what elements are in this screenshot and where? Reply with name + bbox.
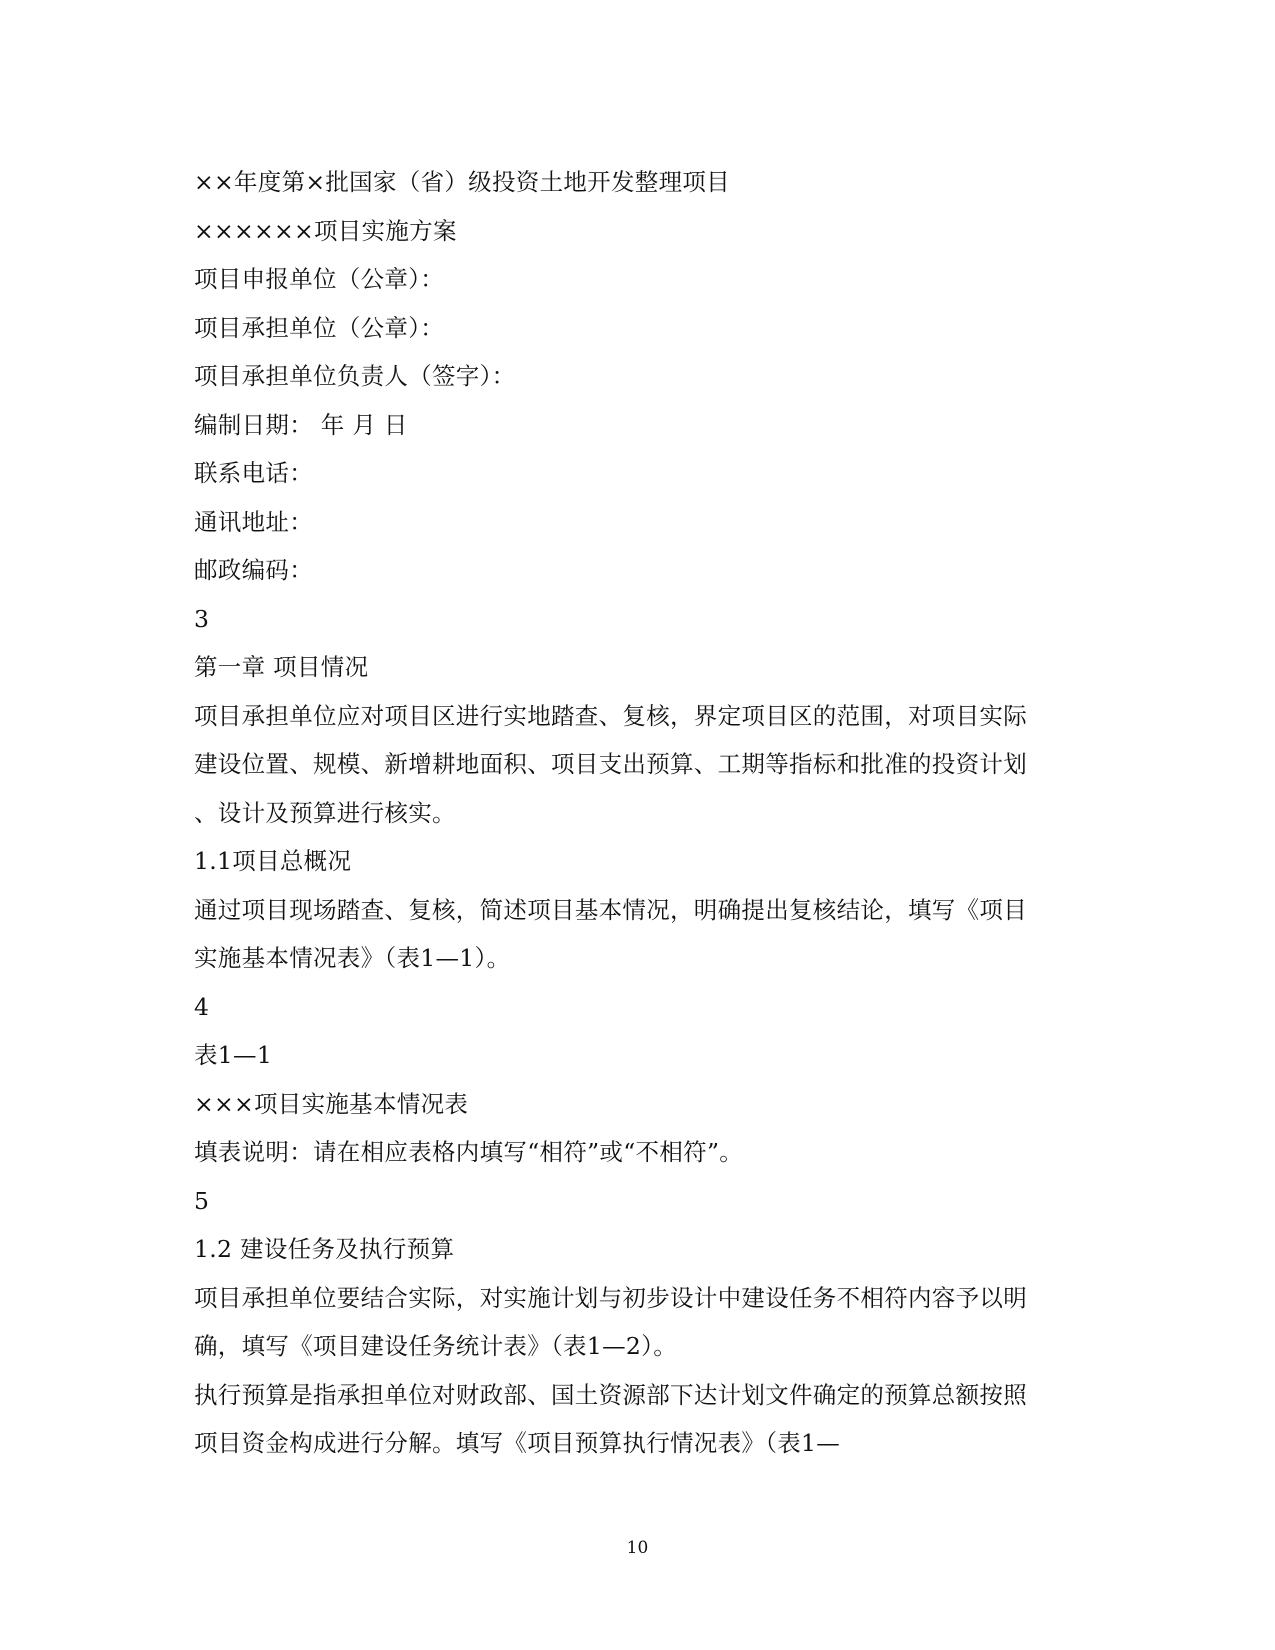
table-title: ×××项目实施基本情况表 bbox=[194, 1089, 469, 1118]
section-heading: 1.1项目总概况 bbox=[194, 847, 352, 875]
compile-date-field: 编制日期： 年 月 日 bbox=[194, 410, 408, 439]
inline-page-number: 4 bbox=[194, 992, 210, 1021]
paragraph-line: 、设计及预算进行核实。 bbox=[194, 798, 456, 827]
section-heading: 1.2 建设任务及执行预算 bbox=[194, 1235, 455, 1263]
document-body bbox=[194, 158, 1094, 1468]
paragraph-line: 实施基本情况表》（表1—1）。 bbox=[194, 944, 511, 972]
paragraph-line: 确，填写《项目建设任务统计表》（表1—2）。 bbox=[194, 1332, 678, 1360]
phone-field: 联系电话： bbox=[194, 459, 313, 487]
table-number: 表1—1 bbox=[194, 1041, 273, 1069]
undertaking-unit-field: 项目承担单位（公章）： bbox=[194, 313, 445, 342]
paragraph-line: 建设位置、规模、新增耕地面积、项目支出预算、工期等指标和批准的投资计划 bbox=[194, 750, 1027, 778]
paragraph-line: 通过项目现场踏查、复核，简述项目基本情况，明确提出复核结论，填写《项目 bbox=[194, 895, 1027, 924]
address-field: 通讯地址： bbox=[194, 507, 313, 536]
table-note: 填表说明：请在相应表格内填写“相符”或“不相符”。 bbox=[194, 1138, 744, 1166]
declaring-unit-field: 项目申报单位（公章）： bbox=[194, 265, 445, 293]
paragraph-line: 项目承担单位要结合实际，对实施计划与初步设计中建设任务不相符内容予以明 bbox=[194, 1283, 1027, 1312]
page-footer-number: 10 bbox=[626, 1538, 649, 1558]
project-batch-title: ××年度第×批国家（省）级投资土地开发整理项目 bbox=[194, 168, 730, 196]
paragraph-line: 项目资金构成进行分解。填写《项目预算执行情况表》（表1— bbox=[194, 1429, 841, 1457]
inline-page-number: 5 bbox=[194, 1186, 210, 1215]
paragraph-line: 项目承担单位应对项目区进行实地踏查、复核，界定项目区的范围，对项目实际 bbox=[194, 701, 1027, 730]
implementation-plan-title: ××××××项目实施方案 bbox=[194, 216, 457, 245]
postcode-field: 邮政编码： bbox=[194, 556, 313, 584]
inline-page-number: 3 bbox=[194, 604, 210, 633]
chapter-heading: 第一章 项目情况 bbox=[194, 653, 369, 681]
paragraph-line: 执行预算是指承担单位对财政部、国土资源部下达计划文件确定的预算总额按照 bbox=[194, 1380, 1027, 1409]
responsible-person-field: 项目承担单位负责人（签字）： bbox=[194, 362, 516, 390]
